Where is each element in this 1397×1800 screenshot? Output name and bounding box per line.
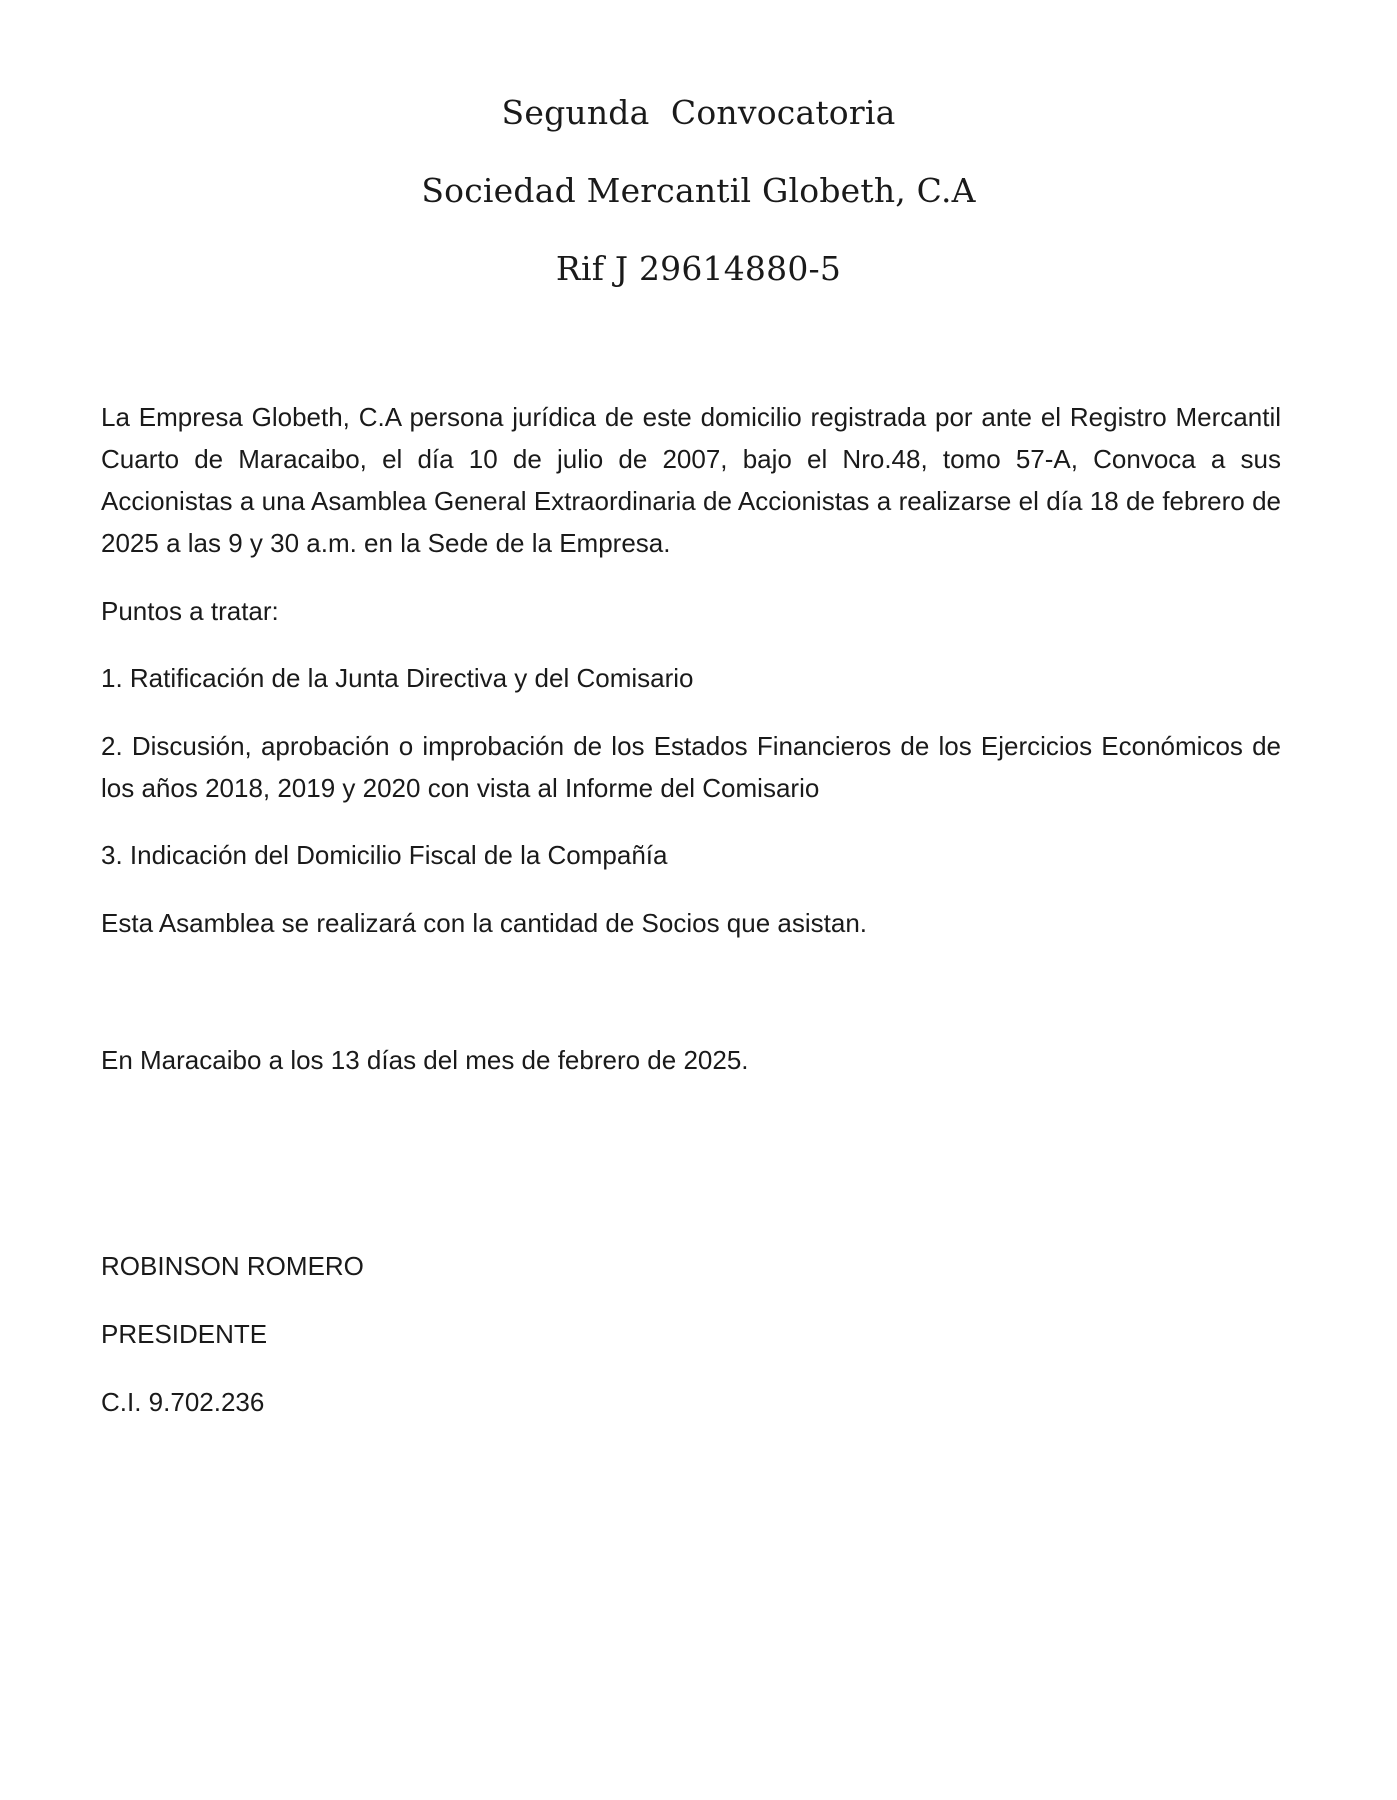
place-date: En Maracaibo a los 13 días del mes de febrero de 2025. [101,1045,749,1075]
agenda-point-3: 3. Indicación del Domicilio Fiscal de la Compañía [101,840,668,870]
points-heading: Puntos a tratar: [101,596,279,626]
closing-note: Esta Asamblea se realizará con la cantidad de Socios que asistan. [101,908,868,938]
agenda-point-1: 1. Ratificación de la Junta Directiva y del Comisario [101,663,694,693]
company-name: Sociedad Mercantil Globeth, C.A [421,171,976,210]
signatory-name: ROBINSON ROMERO [101,1251,364,1281]
document-title: Segunda Convocatoria [501,93,896,132]
signatory-title: PRESIDENTE [101,1319,268,1349]
company-rif: Rif J 29614880-5 [555,249,842,288]
agenda-point-2: 2. Discusión, aprobación o improbación de los Estados Financieros de los Ejercicios Económicos de los años 2018, 2019 y 2020 con vista al Informe del Comisario [101,731,1281,803]
intro-paragraph: La Empresa Globeth, C.A persona jurídica de este domicilio registrada por ante el Registro Mercantil Cuarto de Maracaibo, el día 10 de julio de 2007, bajo el Nro.48, tomo 57-A, Convoca a sus Accionistas a una Asamblea General Extraordinaria de Accionistas a realizarse el día 18 de febrero de 2025 a las 9 y 30 a.m. en la Sede de la Empresa. [101,402,1281,558]
signatory-id: C.I. 9.702.236 [101,1387,265,1417]
